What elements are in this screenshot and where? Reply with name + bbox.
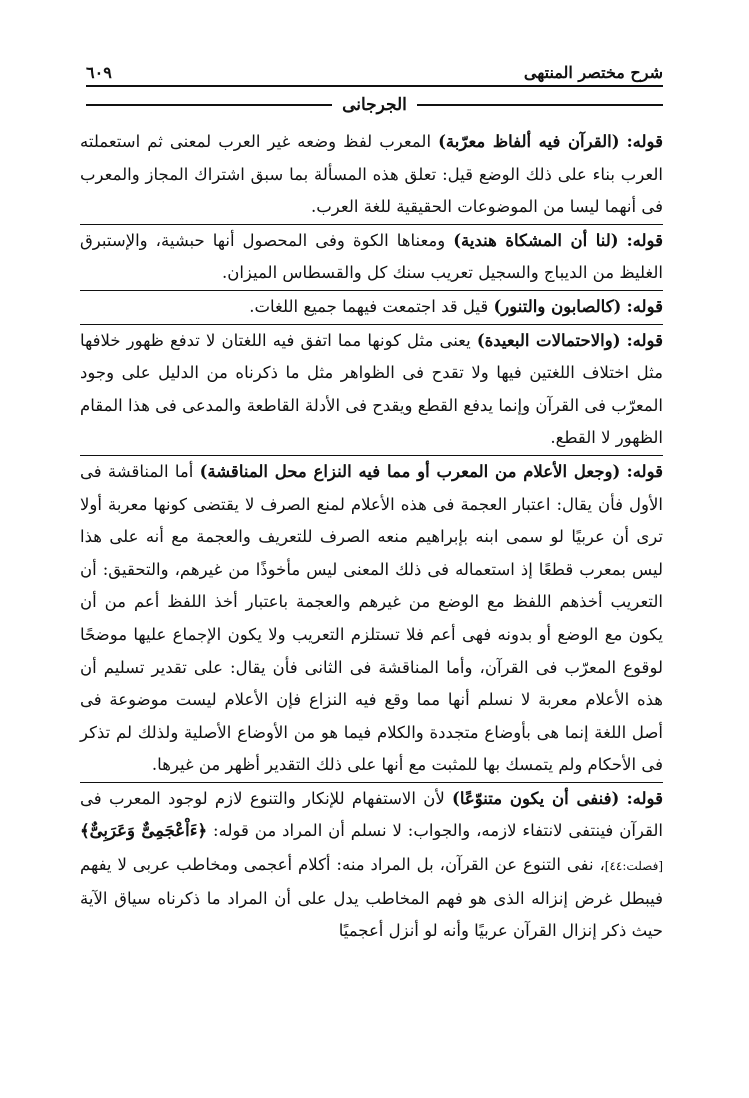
quran-verse: ءَاْعْجَمِىٌّ وَعَرَبِىٌّ: [89, 821, 198, 841]
book-title: شرح مختصر المنتهى: [523, 63, 663, 82]
commentary-paragraph: [80, 782, 663, 948]
running-head: [86, 56, 663, 87]
paragraph-text: ومعناها الكوة وفى المحصول أنها حبشية، والإستبرق الغليظ من الديباج والسجيل تعريب سنك كل والقسطاس الميزان.: [80, 230, 663, 283]
lemma-quote: (والاحتمالات البعيدة): [476, 330, 621, 350]
paragraph-intro: قوله:: [626, 788, 663, 808]
lemma-quote: (لنا أن المشكاة هندية): [453, 230, 619, 250]
paragraph-intro: قوله:: [626, 461, 664, 481]
lemma-quote: (فنفى أن يكون متنوّعًا): [452, 788, 620, 808]
quran-open-brace: ﴿: [197, 821, 208, 841]
paragraph-intro: قوله:: [626, 230, 663, 250]
paragraph-text: قيل قد اجتمعت فيهما جميع اللغات.: [249, 296, 494, 316]
commentary-paragraph: [80, 455, 663, 782]
section-heading: [86, 92, 663, 118]
lemma-quote: (القرآن فيه ألفاظ معرّبة): [438, 132, 620, 151]
quran-close-brace: ﴾: [80, 821, 90, 841]
commentary-paragraph: [80, 224, 663, 290]
quran-citation: [فصلت:٤٤]: [604, 859, 663, 874]
lemma-quote: (كالصابون والتنور): [493, 296, 622, 316]
body-text: [80, 126, 663, 948]
page-number: ٦٠٩: [86, 63, 112, 82]
paragraph-intro: قوله:: [626, 330, 663, 350]
section-title: الجرجانى: [342, 95, 407, 115]
paragraph-intro: قوله:: [626, 296, 663, 316]
commentary-paragraph: [80, 126, 663, 224]
section-rule-right: [417, 104, 663, 106]
paragraph-text: لأن الاستفهام للإنكار والتنوع لازم لوجود المعرب فى القرآن فينتفى لانتفاء لازمه، والجواب: لا نسلم أن المراد من قوله:: [80, 788, 663, 841]
paragraph-text-continued: ، نفى التنوع عن القرآن، بل المراد منه: أكلام أعجمى ومخاطب عربى لا يفهم فيبطل غرض إنزاله الذى هو فهم المخاطب يدل على أن المراد ما ذكرناه سياق الآية حيث ذكر إنزال القرآن عربيًا وأنه لو أنزل أعجميًا: [80, 855, 663, 941]
paragraph-text: المعرب لفظ وضعه غير العرب لمعنى ثم استعملته العرب بناء على ذلك الوضع قيل: تعلق هذه المسألة بما سبق اشتراك المجاز والمعرب فى أنهما ليسا من الموضوعات الحقيقية للغة العرب.: [80, 132, 663, 217]
commentary-paragraph: [80, 290, 663, 324]
section-rule-left: [86, 104, 332, 106]
lemma-quote: (وجعل الأعلام من المعرب أو مما فيه النزاع محل المناقشة): [199, 461, 621, 481]
paragraph-text: يعنى مثل كونها مما اتفق فيه اللغتان لا تدفع ظهور خلافها مثل اختلاف اللغتين فيها ولا تقدح فى الظواهر مثل ما ذكرناه من الدليل على وجود المعرّب فى القرآن وإنما يدفع القطع ويقدح فى الأدلة القاطعة والمدعى فى هذا المقام الظهور لا القطع.: [80, 330, 663, 448]
commentary-paragraph: [80, 324, 663, 455]
paragraph-text: أما المناقشة فى الأول فأن يقال: اعتبار العجمة فى هذه الأعلام لمنع الصرف لا يقتضى كونها معربة أولا ترى أن عربيًا لو سمى ابنه بإبراهيم منعه الصرف للتعريف والعجمة مع أنه على هذا ليس بمعرب قطعًا إذ استعماله فى ذلك المعنى ليس مأخوذًا من غيرهم، والتحقيق: أن التعريب أخذهم اللفظ مع الوضع من غيرهم والعجمة باعتبار أخذ اللفظ أعم من أن يكون مع الوضع أو بدونه فهى أعم فلا تستلزم التعريب ولا يكون الإجماع عليها موضحًا لوقوع المعرّب فى القرآن، وأما المناقشة فى الثانى فأن يقال: على تقدير تسليم أن هذه الأعلام معربة لا نسلم أنها مما وقع فيه النزاع فإن الأعلام ليست موضوعة فى أصل اللغة إنما هى بأوضاع متجددة والكلام فيما هو من الأوضاع الأصلية ولذلك لم تذكر فى الأحكام ولم يتمسك بها للمثبت مع أنها على ذلك التقدير أظهر من غيرها.: [80, 461, 663, 775]
paragraph-intro: قوله:: [626, 132, 663, 151]
